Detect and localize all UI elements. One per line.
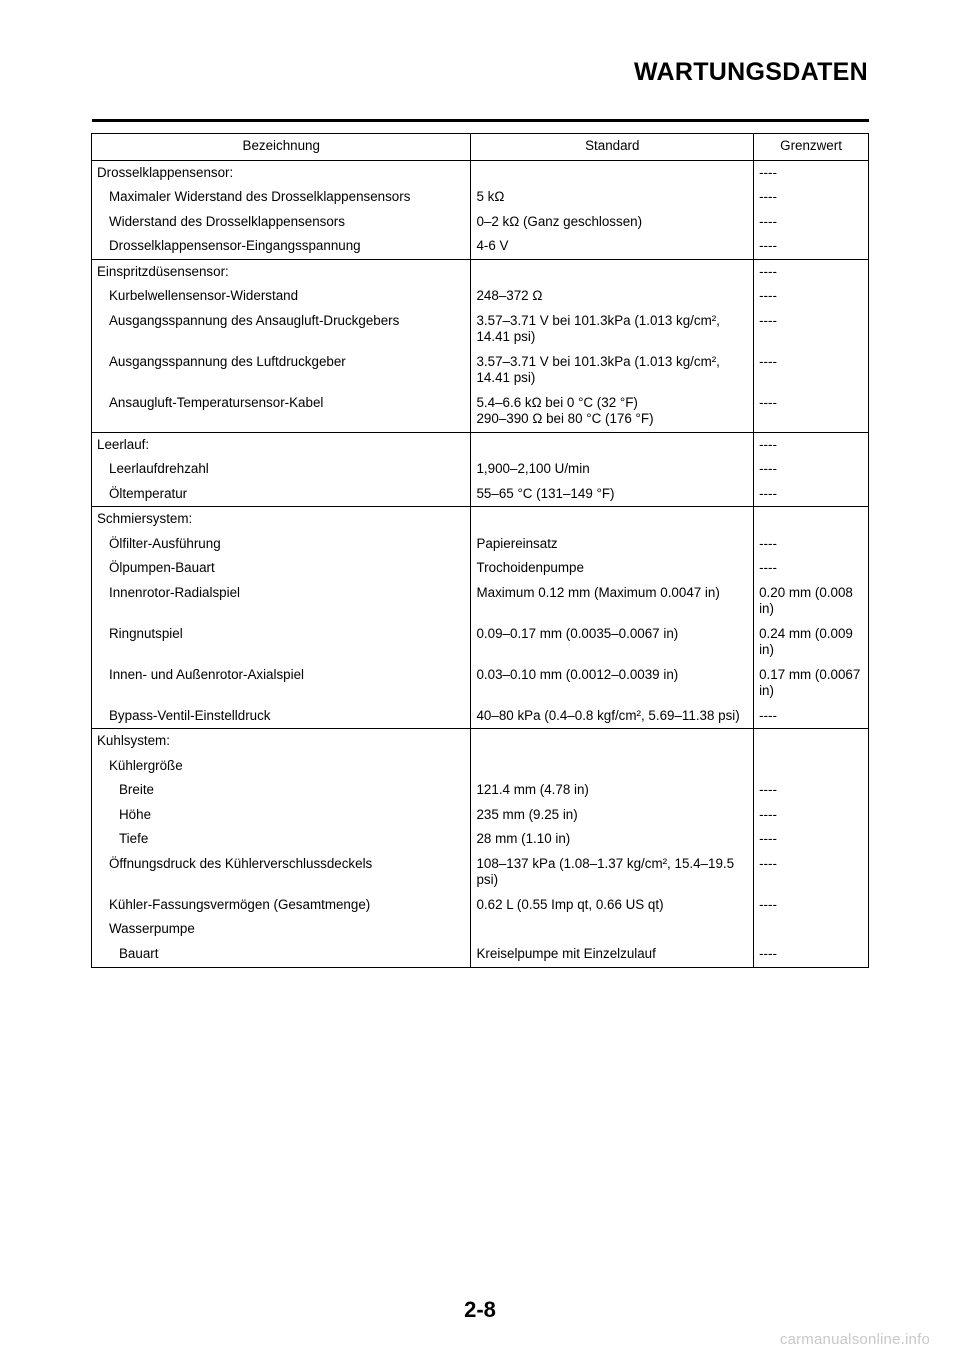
limit-value-cell: ----	[754, 210, 869, 235]
limit-value-cell: ----	[754, 457, 869, 482]
standard-value-cell: 5 kΩ	[471, 185, 754, 210]
table-row	[92, 663, 869, 704]
limit-value-cell: ----	[754, 482, 869, 507]
standard-value-cell: 0–2 kΩ (Ganz geschlossen)	[471, 210, 754, 235]
designation-cell: Ölpumpen-Bauart	[92, 556, 471, 581]
table-row	[92, 556, 869, 581]
designation-cell: Ölfilter-Ausführung	[92, 532, 471, 557]
limit-value-cell: ----	[754, 160, 869, 185]
standard-value-cell: 248–372 Ω	[471, 284, 754, 309]
designation-cell: Öltemperatur	[92, 482, 471, 507]
limit-value-cell: ----	[754, 185, 869, 210]
limit-value-cell: ----	[754, 942, 869, 968]
standard-value-cell: Kreiselpumpe mit Einzelzulauf	[471, 942, 754, 968]
limit-value-cell: ----	[754, 532, 869, 557]
table-row	[92, 942, 869, 968]
table-row	[92, 160, 869, 185]
limit-value-cell: ----	[754, 803, 869, 828]
standard-value-cell: Trochoidenpumpe	[471, 556, 754, 581]
table-row	[92, 532, 869, 557]
limit-value-cell: ----	[754, 432, 869, 457]
standard-value-cell	[471, 729, 754, 754]
designation-cell: Ausgangsspannung des Ansaugluft-Druckgebers	[92, 309, 471, 350]
standard-value-cell	[471, 754, 754, 779]
table-row	[92, 622, 869, 663]
designation-cell: Wasserpumpe	[92, 917, 471, 942]
designation-cell: Maximaler Widerstand des Drosselklappensensors	[92, 185, 471, 210]
designation-cell: Höhe	[92, 803, 471, 828]
limit-value-cell: 0.17 mm (0.0067 in)	[754, 663, 869, 704]
limit-value-cell: ----	[754, 259, 869, 284]
limit-value-cell	[754, 917, 869, 942]
designation-cell: Kuhlsystem:	[92, 729, 471, 754]
limit-value-cell: ----	[754, 852, 869, 893]
designation-cell: Schmiersystem:	[92, 507, 471, 532]
limit-value-cell: ----	[754, 556, 869, 581]
designation-cell: Kühlergröße	[92, 754, 471, 779]
table-row	[92, 852, 869, 893]
limit-value-cell: ----	[754, 309, 869, 350]
designation-cell: Ausgangsspannung des Luftdruckgeber	[92, 350, 471, 391]
designation-cell: Tiefe	[92, 827, 471, 852]
table-row	[92, 827, 869, 852]
standard-value-cell: 55–65 °C (131–149 °F)	[471, 482, 754, 507]
limit-value-cell: 0.24 mm (0.009 in)	[754, 622, 869, 663]
page-number: 2-8	[464, 1297, 496, 1322]
table-row	[92, 309, 869, 350]
designation-cell: Ringnutspiel	[92, 622, 471, 663]
table-row	[92, 778, 869, 803]
limit-value-cell: 0.20 mm (0.008 in)	[754, 581, 869, 622]
designation-cell: Leerlauf:	[92, 432, 471, 457]
table-row	[92, 284, 869, 309]
table-row	[92, 457, 869, 482]
limit-value-cell: ----	[754, 234, 869, 259]
limit-value-cell: ----	[754, 350, 869, 391]
designation-cell: Breite	[92, 778, 471, 803]
limit-value-cell: ----	[754, 704, 869, 729]
table-row	[92, 917, 869, 942]
designation-cell: Bypass-Ventil-Einstelldruck	[92, 704, 471, 729]
table-row	[92, 729, 869, 754]
table-row	[92, 350, 869, 391]
standard-value-cell	[471, 917, 754, 942]
table-row	[92, 507, 869, 532]
standard-value-cell: 28 mm (1.10 in)	[471, 827, 754, 852]
limit-value-cell	[754, 754, 869, 779]
table-row	[92, 234, 869, 259]
designation-cell: Einspritzdüsensensor:	[92, 259, 471, 284]
designation-cell: Leerlaufdrehzahl	[92, 457, 471, 482]
limit-value-cell: ----	[754, 391, 869, 433]
limit-value-cell: ----	[754, 827, 869, 852]
standard-value-cell	[471, 259, 754, 284]
standard-value-cell: 0.03–0.10 mm (0.0012–0.0039 in)	[471, 663, 754, 704]
limit-value-cell: ----	[754, 893, 869, 918]
designation-cell: Drosselklappensensor-Eingangsspannung	[92, 234, 471, 259]
designation-cell: Kurbelwellensensor-Widerstand	[92, 284, 471, 309]
standard-value-cell: 40–80 kPa (0.4–0.8 kgf/cm², 5.69–11.38 psi)	[471, 704, 754, 729]
standard-value-cell: 0.62 L (0.55 Imp qt, 0.66 US qt)	[471, 893, 754, 918]
standard-value-cell: 108–137 kPa (1.08–1.37 kg/cm², 15.4–19.5 psi)	[471, 852, 754, 893]
standard-value-cell	[471, 507, 754, 532]
designation-cell: Öffnungsdruck des Kühlerverschlussdeckels	[92, 852, 471, 893]
title-divider	[92, 119, 869, 122]
table-row	[92, 704, 869, 729]
designation-cell: Kühler-Fassungsvermögen (Gesamtmenge)	[92, 893, 471, 918]
standard-value-cell: 1,900–2,100 U/min	[471, 457, 754, 482]
standard-value-cell: Maximum 0.12 mm (Maximum 0.0047 in)	[471, 581, 754, 622]
table-row	[92, 482, 869, 507]
maintenance-data-table	[91, 133, 869, 968]
limit-value-cell: ----	[754, 284, 869, 309]
standard-value-cell: Papiereinsatz	[471, 532, 754, 557]
column-header-designation: Bezeichnung	[92, 134, 471, 161]
designation-cell: Drosselklappensensor:	[92, 160, 471, 185]
limit-value-cell: ----	[754, 778, 869, 803]
table-header-row	[92, 134, 869, 161]
watermark-text: carmanualsonline.info	[779, 1331, 930, 1348]
standard-value-cell: 5.4–6.6 kΩ bei 0 °C (32 °F) 290–390 Ω bei 80 °C (176 °F)	[471, 391, 754, 433]
table-row	[92, 259, 869, 284]
standard-value-cell	[471, 160, 754, 185]
table-row	[92, 581, 869, 622]
limit-value-cell	[754, 729, 869, 754]
designation-cell: Innenrotor-Radialspiel	[92, 581, 471, 622]
table-row	[92, 210, 869, 235]
page-title: WARTUNGSDATEN	[634, 58, 868, 86]
table-row	[92, 432, 869, 457]
table-row	[92, 754, 869, 779]
designation-cell: Ansaugluft-Temperatursensor-Kabel	[92, 391, 471, 433]
standard-value-cell: 3.57–3.71 V bei 101.3kPa (1.013 kg/cm², 14.41 psi)	[471, 309, 754, 350]
designation-cell: Bauart	[92, 942, 471, 968]
standard-value-cell: 3.57–3.71 V bei 101.3kPa (1.013 kg/cm², 14.41 psi)	[471, 350, 754, 391]
column-header-limit: Grenzwert	[754, 134, 869, 161]
table-row	[92, 391, 869, 433]
designation-cell: Innen- und Außenrotor-Axialspiel	[92, 663, 471, 704]
table-body	[92, 160, 869, 968]
table-row	[92, 893, 869, 918]
column-header-standard: Standard	[471, 134, 754, 161]
designation-cell: Widerstand des Drosselklappensensors	[92, 210, 471, 235]
standard-value-cell: 4-6 V	[471, 234, 754, 259]
table-row	[92, 185, 869, 210]
standard-value-cell	[471, 432, 754, 457]
table-row	[92, 803, 869, 828]
standard-value-cell: 0.09–0.17 mm (0.0035–0.0067 in)	[471, 622, 754, 663]
limit-value-cell	[754, 507, 869, 532]
standard-value-cell: 235 mm (9.25 in)	[471, 803, 754, 828]
standard-value-cell: 121.4 mm (4.78 in)	[471, 778, 754, 803]
